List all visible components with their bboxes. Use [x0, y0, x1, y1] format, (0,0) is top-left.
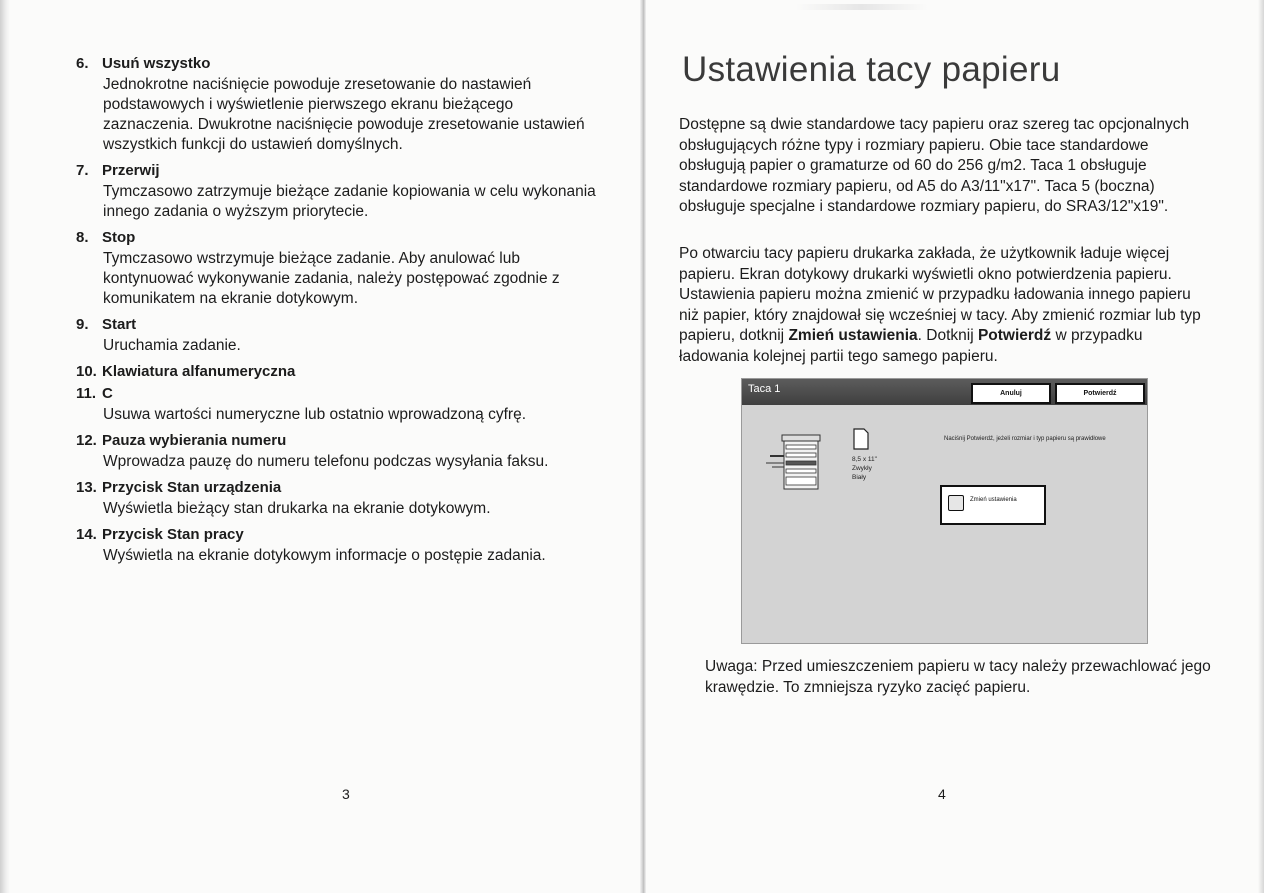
page-number: 3 [342, 786, 350, 802]
item-title: C [102, 385, 113, 402]
item-number: 9. [76, 316, 89, 333]
change-settings-button[interactable] [940, 485, 1046, 525]
intro-paragraph: Dostępne są dwie standardowe tacy papieru oraz szereg tac opcjonalnych obsługujących różne typy i rozmiary papieru. Obie tace standardowe obsługują papier o gramaturze od 60 do 256 g/m2. Taca 1 obsługuje standardowe rozmiary papieru, od A5 do A3/11"x17". Taca 5 (boczna) obsługuje specjalne i standardowe rozmiary papieru, do SRA3/12"x19". [679, 116, 1190, 215]
item-description: Jednokrotne naciśnięcie powoduje zresetowanie do nastawień podstawowych i wyświetlenie pierwszego ekranu bieżącego zaznaczenia. Dwukrotne naciśnięcie powoduje zresetowanie ustawień wszystkich funkcji do ustawień domyślnych. [103, 76, 585, 153]
item-title: Start [102, 316, 137, 333]
paragraph-text: . Dotknij [917, 327, 978, 344]
paper-info [852, 455, 877, 482]
cancel-button[interactable]: Anuluj [971, 383, 1051, 404]
paper-type: Zwykły [852, 465, 872, 472]
confirm-button[interactable]: Potwierdź [1055, 383, 1145, 404]
page-number: 4 [938, 786, 946, 802]
screen-title-bar [742, 379, 1147, 405]
item-description: Usuwa wartości numeryczne lub ostatnio wprowadzoną cyfrę. [103, 406, 526, 423]
item-description: Tymczasowo wstrzymuje bieżące zadanie. Aby anulować lub kontynuować wykonywanie zadania, należy postępować zgodnie z komunikatem na ekranie dotykowym. [103, 250, 560, 307]
item-title: Klawiatura alfanumeryczna [102, 363, 296, 380]
item-description: Wprowadza pauzę do numeru telefonu podczas wysyłania faksu. [103, 453, 549, 470]
item-number: 14. [76, 526, 97, 543]
paragraph-text: Po otwarciu tacy papieru drukarka zakłada, że użytkownik ładuje więcej papieru. Ekran dotykowy drukarki wyświetli okno potwierdzenia papieru. Ustawienia papieru można zmienić w przypadku ładowania innego papieru niż papier, który znajdował się wcześniej w tacy. Aby zmienić rozmiar lub typ papieru, dotknij [679, 245, 1201, 344]
item-title: Przycisk Stan urządzenia [102, 479, 282, 496]
note-text: Uwaga: Przed umieszczeniem papieru w tacy należy przewachlować jego krawędzie. To zmniejsza ryzyko zacięć papieru. [705, 658, 1211, 696]
touch-screen-illustration [741, 378, 1148, 644]
list-item [76, 384, 606, 425]
item-number: 12. [76, 432, 97, 449]
item-description: Uruchamia zadanie. [103, 337, 241, 354]
list-item [76, 525, 606, 566]
change-settings-label: Zmień ustawienia [970, 497, 1017, 503]
item-description: Wyświetla bieżący stan drukarka na ekranie dotykowym. [103, 500, 491, 517]
paragraph-text: w przypadku ładowania kolejnej partii tego samego papieru. [679, 327, 1143, 365]
control-panel-list [76, 54, 606, 572]
settings-icon [948, 495, 964, 511]
printer-icon [764, 431, 834, 499]
list-item [76, 362, 606, 382]
screen-title: Taca 1 [748, 383, 781, 395]
scan-artifact [796, 4, 928, 10]
list-item [76, 431, 606, 472]
item-number: 7. [76, 162, 89, 179]
item-number: 11. [76, 385, 97, 402]
list-item [76, 315, 606, 356]
list-item [76, 478, 606, 519]
tray-paragraph [679, 244, 1209, 367]
paper-color: Biały [852, 474, 867, 481]
list-item [76, 228, 606, 309]
item-title: Przycisk Stan pracy [102, 526, 244, 543]
right-page [646, 0, 1264, 893]
page-title: Ustawienia tacy papieru [682, 50, 1061, 89]
list-item [76, 54, 606, 155]
item-number: 13. [76, 479, 97, 496]
item-title: Przerwij [102, 162, 160, 179]
item-number: 6. [76, 55, 89, 72]
list-item [76, 161, 606, 222]
paper-size: 8,5 x 11" [852, 456, 877, 463]
confirm-message: Naciśnij Potwierdź, jeżeli rozmiar i typ papieru są prawidłowe [944, 436, 1106, 442]
confirm-term: Potwierdź [977, 327, 1052, 344]
item-description: Wyświetla na ekranie dotykowym informacje o postępie zadania. [103, 547, 546, 564]
change-settings-term: Zmień ustawienia [788, 327, 918, 344]
item-title: Usuń wszystko [102, 55, 211, 72]
item-description: Tymczasowo zatrzymuje bieżące zadanie kopiowania w celu wykonania innego zadania o wyższym priorytecie. [103, 183, 596, 220]
item-title: Stop [102, 229, 136, 246]
item-title: Pauza wybierania numeru [102, 432, 287, 449]
item-number: 8. [76, 229, 89, 246]
item-number: 10. [76, 363, 97, 380]
